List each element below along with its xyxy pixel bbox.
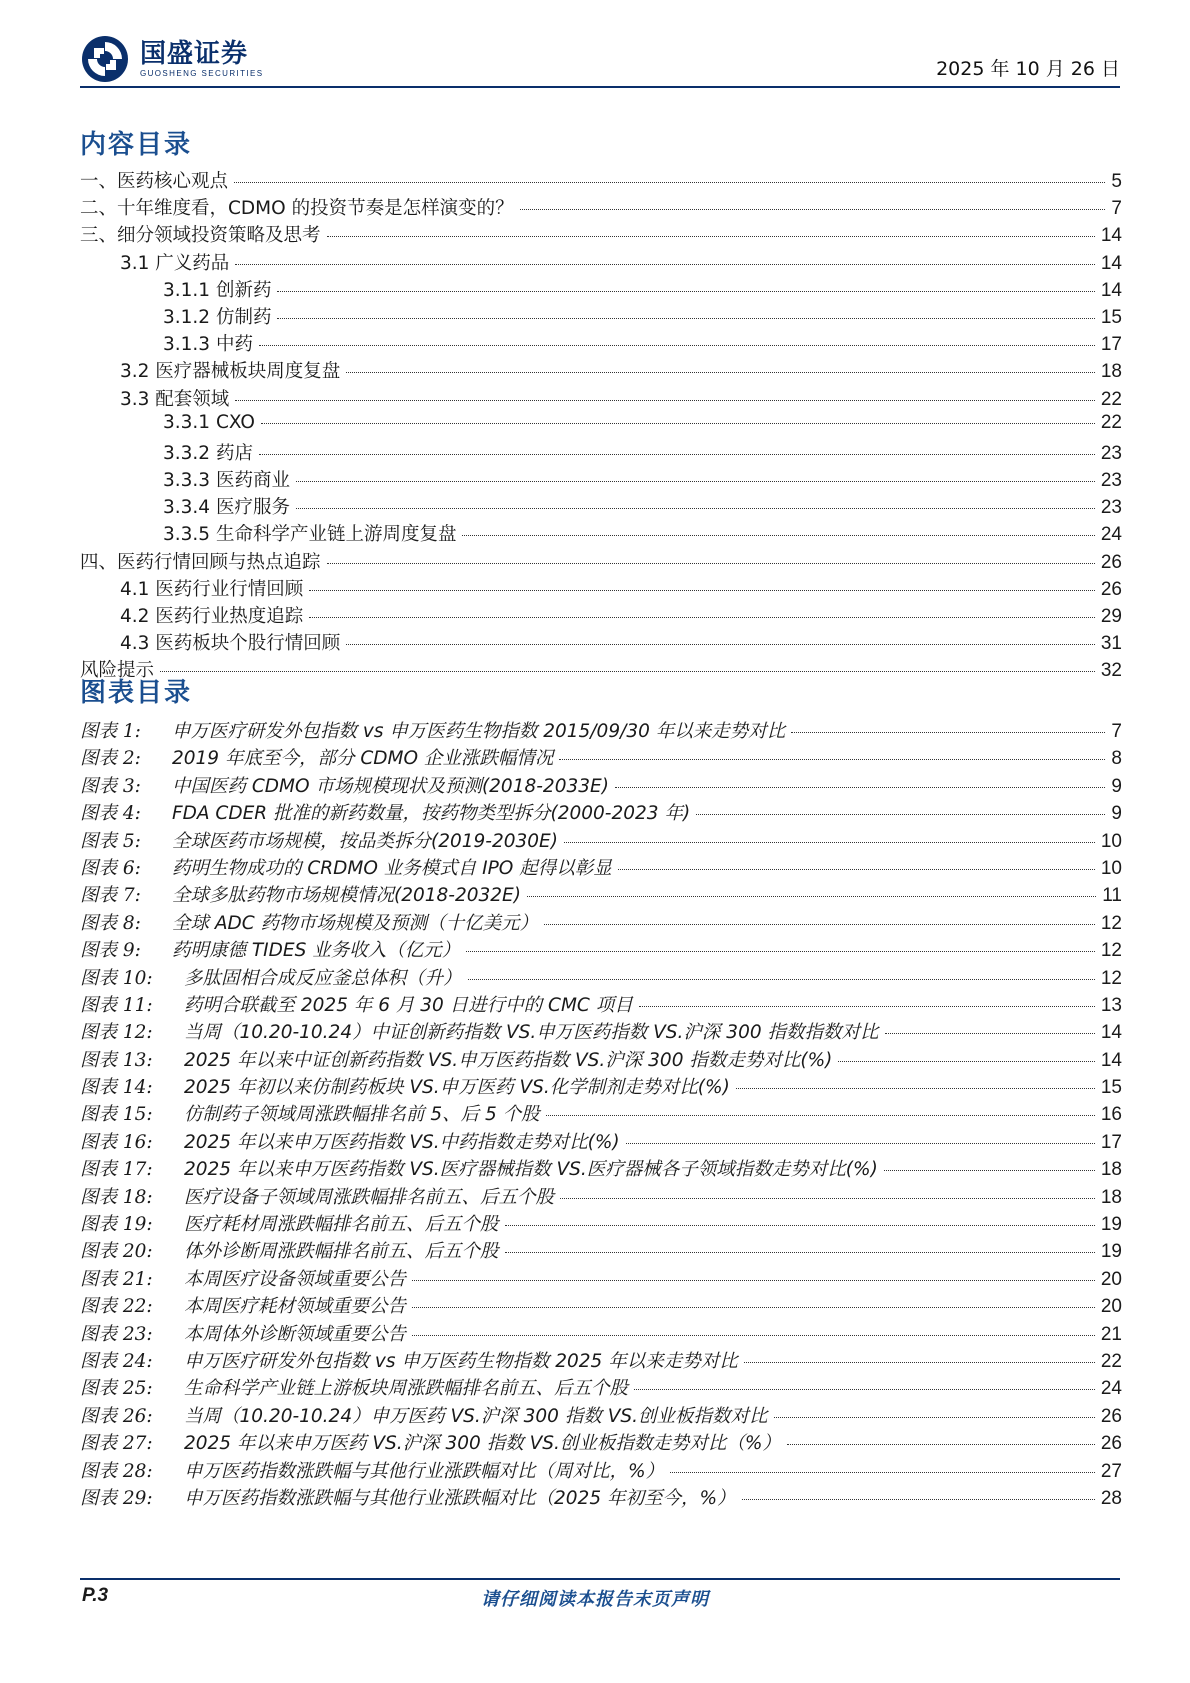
toc-entry-page: 23 (1100, 470, 1122, 492)
figure-entry-page: 10 (1100, 830, 1122, 852)
dot-leader (412, 1335, 1095, 1336)
figure-entry[interactable] (80, 854, 1122, 881)
figure-entry-title: 申万医疗研发外包指数 vs 申万医药生物指数 2015/09/30 年以来走势对比 (172, 721, 786, 742)
toc-entry-title: 二、十年维度看，CDMO 的投资节奏是怎样演变的？ (80, 198, 514, 220)
dot-leader (639, 1006, 1095, 1007)
figure-entry[interactable] (80, 717, 1122, 744)
figure-entry-title: 本周医疗耗材领域重要公告 (184, 1296, 407, 1318)
toc-entry[interactable] (80, 466, 1122, 493)
figure-entry[interactable] (80, 799, 1122, 826)
figure-entry-title: 2025 年以来中证创新药指数 VS.申万医药指数 VS.沪深 300 指数走势对比(%) (184, 1049, 833, 1071)
toc-entry[interactable] (80, 548, 1122, 575)
figure-entry-title: 本周医疗设备领域重要公告 (184, 1268, 407, 1290)
dot-leader (626, 1143, 1095, 1144)
figure-entry-number: 图表 25: (80, 1378, 153, 1400)
figure-entry[interactable] (80, 991, 1122, 1018)
figure-entry-title: FDA CDER 批准的新药数量，按药物类型拆分(2000-2023 年) (172, 803, 691, 825)
figure-entry[interactable] (80, 1018, 1122, 1045)
dot-leader (744, 1362, 1095, 1363)
figure-entry-page: 10 (1100, 857, 1122, 879)
toc-entry-title: 3.1 广义药品 (120, 252, 230, 274)
figure-entry-title: 当周（10.20-10.24）中证创新药指数 VS.申万医药指数 VS.沪深 300 指数指数对比 (184, 1022, 879, 1044)
toc-entry-title: 一、医药核心观点 (80, 171, 229, 192)
figure-entry-page: 18 (1100, 1186, 1122, 1208)
toc-entry-page: 23 (1100, 497, 1122, 519)
toc-entry-title: 3.3.3 医药商业 (163, 470, 290, 492)
toc-entry-page: 14 (1100, 225, 1122, 247)
figure-entry-title: 药明康德 TIDES 业务收入（亿元） (172, 940, 461, 962)
dot-leader (346, 644, 1095, 645)
toc-entry[interactable] (80, 412, 1122, 439)
figure-entry-number: 图表 9: (80, 940, 141, 962)
dot-leader (234, 182, 1105, 183)
toc-entry-title: 3.1.1 创新药 (163, 279, 272, 301)
figure-entry-page: 16 (1100, 1104, 1122, 1126)
figure-entry-page: 9 (1111, 775, 1122, 797)
figure-entry-number: 图表 14: (80, 1077, 153, 1099)
toc-title: 内容目录 (80, 130, 193, 160)
figure-entry-title: 本周体外诊断领域重要公告 (184, 1323, 407, 1345)
dot-leader (277, 318, 1094, 319)
figure-entry-title: 申万医药指数涨跌幅与其他行业涨跌幅对比（2025 年初至今，%） (184, 1487, 736, 1509)
dot-leader (774, 1417, 1095, 1418)
dot-leader (160, 671, 1095, 672)
figure-list (80, 717, 1122, 1511)
toc-entry-page: 24 (1100, 524, 1122, 546)
figure-entry[interactable] (80, 744, 1122, 771)
figure-entry-title: 2025 年以来申万医药指数 VS.医疗器械指数 VS.医疗器械各子领域指数走势对比(%) (184, 1159, 878, 1181)
toc-entry[interactable] (80, 276, 1122, 303)
figure-entry-title: 全球医药市场规模，按品类拆分(2019-2030E) (172, 830, 558, 852)
figure-entry[interactable] (80, 936, 1122, 963)
toc-entry-page: 31 (1100, 633, 1122, 655)
toc-entry-page: 29 (1100, 606, 1122, 627)
figure-entry-number: 图表 11: (80, 994, 153, 1016)
figure-entry-title: 全球 ADC 药物市场规模及预测（十亿美元） (172, 912, 539, 934)
figure-entry[interactable] (80, 1374, 1122, 1401)
dot-leader (327, 236, 1095, 237)
figure-entry-title: 中国医药 CDMO 市场规模现状及预测(2018-2033E) (172, 775, 609, 797)
toc-entry-title: 4.2 医药行业热度追踪 (120, 606, 304, 627)
figure-entry-number: 图表 21: (80, 1268, 153, 1290)
figure-entry-page: 19 (1100, 1241, 1122, 1263)
figure-entry-page: 14 (1100, 1049, 1122, 1071)
dot-leader (527, 896, 1096, 897)
dot-leader (277, 291, 1094, 292)
dot-leader (412, 1307, 1095, 1308)
toc-list (80, 167, 1122, 684)
dot-leader (736, 1088, 1095, 1089)
dot-leader (564, 842, 1095, 843)
figure-entry-number: 图表 27: (80, 1433, 153, 1455)
figure-entry-number: 图表 13: (80, 1049, 153, 1071)
dot-leader (462, 535, 1094, 536)
dot-leader (546, 1115, 1095, 1116)
toc-entry[interactable] (80, 656, 1122, 683)
figure-entry-page: 21 (1100, 1323, 1122, 1345)
figure-entry[interactable] (80, 1484, 1122, 1511)
figure-entry-number: 图表 15: (80, 1104, 153, 1126)
figure-entry-number: 图表 8: (80, 912, 141, 934)
figure-entry-title: 多肽固相合成反应釜总体积（升） (184, 967, 462, 989)
brand-name-en: GUOSHENG SECURITIES (140, 69, 264, 78)
toc-entry-page: 22 (1100, 411, 1122, 433)
figure-entry-page: 12 (1100, 912, 1122, 934)
figure-entry-title: 药明合联截至 2025 年 6 月 30 日进行中的 CMC 项目 (184, 994, 633, 1016)
figure-entry-title: 医疗耗材周涨跌幅排名前五、后五个股 (184, 1214, 499, 1236)
figure-entry[interactable] (80, 1210, 1122, 1237)
dot-leader (670, 1472, 1095, 1473)
dot-leader (615, 787, 1106, 788)
toc-entry-title: 四、医药行情回顾与热点追踪 (80, 551, 321, 573)
figure-entry-number: 图表 5: (80, 830, 141, 852)
toc-entry-page: 14 (1100, 279, 1122, 301)
figure-entry[interactable] (80, 1046, 1122, 1073)
toc-entry-page: 26 (1100, 578, 1122, 600)
toc-entry[interactable] (80, 602, 1122, 629)
toc-entry-title: 3.2 医疗器械板块周度复盘 (120, 361, 341, 383)
dot-leader (327, 563, 1095, 564)
figure-entry-title: 申万医疗研发外包指数 vs 申万医药生物指数 2025 年以来走势对比 (184, 1350, 738, 1372)
figure-entry[interactable] (80, 881, 1122, 908)
dot-leader (791, 732, 1105, 733)
toc-entry-page: 14 (1100, 252, 1122, 274)
figure-list-title: 图表目录 (80, 678, 193, 708)
toc-entry-title: 三、细分领域投资策略及思考 (80, 225, 321, 247)
figure-entry-page: 11 (1102, 885, 1122, 907)
figure-entry-title: 2019 年底至今，部分 CDMO 企业涨跌幅情况 (172, 748, 554, 770)
figure-entry-page: 27 (1100, 1460, 1122, 1482)
figure-entry[interactable] (80, 1183, 1122, 1210)
toc-entry-title: 4.1 医药行业行情回顾 (120, 578, 304, 600)
figure-entry-number: 图表 17: (80, 1159, 153, 1181)
toc-entry-page: 7 (1111, 198, 1122, 220)
figure-entry-page: 14 (1100, 1022, 1122, 1044)
dot-leader (235, 400, 1095, 401)
toc-entry-page: 15 (1100, 306, 1122, 328)
figure-entry-page: 20 (1100, 1268, 1122, 1290)
dot-leader (309, 617, 1095, 618)
dot-leader (885, 1033, 1095, 1034)
dot-leader (520, 209, 1106, 210)
toc-entry-page: 22 (1100, 388, 1122, 410)
figure-entry-number: 图表 12: (80, 1022, 153, 1044)
figure-entry-page: 18 (1100, 1159, 1122, 1181)
figure-entry[interactable] (80, 1265, 1122, 1292)
toc-entry-title: 3.1.2 仿制药 (163, 306, 272, 328)
dot-leader (634, 1389, 1095, 1390)
dot-leader (787, 1444, 1095, 1445)
brand-logo (80, 34, 264, 84)
toc-entry-title: 3.3.5 生命科学产业链上游周度复盘 (163, 524, 457, 546)
figure-entry-number: 图表 18: (80, 1186, 153, 1208)
figure-entry-page: 12 (1100, 967, 1122, 989)
figure-entry[interactable] (80, 1100, 1122, 1127)
toc-entry[interactable] (80, 357, 1122, 384)
figure-entry-title: 2025 年以来申万医药 VS.沪深 300 指数 VS.创业板指数走势对比（%） (184, 1433, 781, 1455)
dot-leader (235, 264, 1095, 265)
dot-leader (696, 814, 1105, 815)
figure-entry-title: 申万医药指数涨跌幅与其他行业涨跌幅对比（周对比，%） (184, 1460, 665, 1482)
footer-divider (80, 1578, 1120, 1580)
toc-entry[interactable] (80, 575, 1122, 602)
toc-entry[interactable] (80, 330, 1122, 357)
figure-entry[interactable] (80, 1457, 1122, 1484)
toc-entry[interactable] (80, 221, 1122, 248)
toc-entry-title: 风险提示 (80, 660, 155, 682)
toc-entry-page: 26 (1100, 551, 1122, 573)
toc-entry-page: 32 (1100, 660, 1122, 682)
figure-entry-number: 图表 1: (80, 721, 141, 742)
figure-entry-number: 图表 7: (80, 885, 141, 907)
page-number: P.3 (82, 1585, 109, 1606)
dot-leader (468, 979, 1095, 980)
toc-entry[interactable] (80, 493, 1122, 520)
dot-leader (505, 1225, 1095, 1226)
figure-entry[interactable] (80, 1429, 1122, 1456)
figure-entry[interactable] (80, 964, 1122, 991)
figure-entry-number: 图表 20: (80, 1241, 153, 1263)
footer-disclaimer: 请仔细阅读本报告末页声明 (481, 1589, 709, 1610)
figure-entry-number: 图表 4: (80, 803, 141, 825)
toc-entry-page: 23 (1100, 442, 1122, 464)
toc-entry-title: 4.3 医药板块个股行情回顾 (120, 633, 341, 655)
figure-entry[interactable] (80, 1128, 1122, 1155)
toc-entry[interactable] (80, 385, 1122, 412)
figure-entry-page: 12 (1100, 940, 1122, 962)
dot-leader (259, 345, 1095, 346)
dot-leader (259, 454, 1095, 455)
page-header (80, 34, 1120, 90)
figure-entry-title: 当周（10.20-10.24）申万医药 VS.沪深 300 指数 VS.创业板指数对比 (184, 1405, 768, 1427)
dot-leader (466, 951, 1095, 952)
figure-entry-number: 图表 28: (80, 1460, 153, 1482)
toc-entry[interactable] (80, 520, 1122, 547)
figure-entry-title: 体外诊断周涨跌幅排名前五、后五个股 (184, 1241, 499, 1263)
toc-entry-page: 17 (1100, 334, 1122, 356)
figure-entry-page: 13 (1100, 994, 1122, 1016)
figure-entry-number: 图表 29: (80, 1487, 153, 1509)
toc-entry[interactable] (80, 303, 1122, 330)
figure-entry-title: 2025 年以来申万医药指数 VS.中药指数走势对比(%) (184, 1131, 620, 1153)
figure-entry-title: 生命科学产业链上游板块周涨跌幅排名前五、后五个股 (184, 1378, 629, 1400)
toc-entry[interactable] (80, 249, 1122, 276)
figure-entry-page: 26 (1100, 1405, 1122, 1427)
toc-entry-title: 3.1.3 中药 (163, 334, 253, 356)
figure-entry-number: 图表 24: (80, 1350, 153, 1372)
figure-entry-title: 2025 年初以来仿制药板块 VS.申万医药 VS.化学制剂走势对比(%) (184, 1077, 730, 1099)
figure-entry-page: 20 (1100, 1296, 1122, 1318)
figure-entry[interactable] (80, 1347, 1122, 1374)
dot-leader (296, 508, 1095, 509)
dot-leader (544, 924, 1095, 925)
dot-leader (559, 759, 1105, 760)
figure-entry-page: 19 (1100, 1214, 1122, 1236)
figure-entry-title: 药明生物成功的 CRDMO 业务模式自 IPO 起得以彰显 (172, 857, 612, 879)
figure-entry-page: 15 (1100, 1077, 1122, 1099)
figure-entry[interactable] (80, 1292, 1122, 1319)
header-divider (80, 86, 1120, 88)
figure-entry-page: 8 (1111, 748, 1122, 770)
dot-leader (742, 1499, 1095, 1500)
figure-entry-page: 28 (1100, 1487, 1122, 1509)
figure-entry-number: 图表 16: (80, 1131, 153, 1153)
figure-entry-page: 24 (1100, 1378, 1122, 1400)
figure-entry[interactable] (80, 1155, 1122, 1182)
figure-entry-number: 图表 23: (80, 1323, 153, 1345)
toc-entry-title: 3.3 配套领域 (120, 388, 230, 410)
toc-entry[interactable] (80, 167, 1122, 194)
dot-leader (505, 1252, 1095, 1253)
figure-entry-number: 图表 19: (80, 1214, 153, 1236)
toc-entry[interactable] (80, 194, 1122, 221)
toc-entry-page: 18 (1100, 361, 1122, 383)
dot-leader (261, 423, 1095, 424)
dot-leader (618, 869, 1095, 870)
guosheng-logo-icon (80, 34, 130, 84)
figure-entry-page: 9 (1111, 803, 1122, 825)
dot-leader (838, 1061, 1094, 1062)
toc-entry[interactable] (80, 629, 1122, 656)
figure-entry-page: 22 (1100, 1350, 1122, 1372)
figure-entry[interactable] (80, 909, 1122, 936)
figure-entry[interactable] (80, 772, 1122, 799)
dot-leader (346, 372, 1095, 373)
dot-leader (296, 481, 1095, 482)
figure-entry-page: 17 (1100, 1131, 1122, 1153)
report-date: 2025 年 10 月 26 日 (936, 58, 1120, 80)
figure-entry[interactable] (80, 1402, 1122, 1429)
toc-entry[interactable] (80, 439, 1122, 466)
dot-leader (560, 1198, 1095, 1199)
dot-leader (412, 1280, 1095, 1281)
figure-entry-page: 7 (1111, 721, 1122, 742)
brand-name-cn: 国盛证券 (140, 39, 249, 69)
figure-entry-number: 图表 10: (80, 967, 153, 989)
figure-entry-number: 图表 2: (80, 748, 141, 770)
figure-entry-number: 图表 6: (80, 857, 141, 879)
figure-entry-title: 全球多肽药物市场规模情况(2018-2032E) (172, 885, 521, 907)
figure-entry[interactable] (80, 1320, 1122, 1347)
figure-entry-title: 仿制药子领域周涨跌幅排名前 5、后 5 个股 (184, 1104, 540, 1126)
figure-entry-page: 26 (1100, 1433, 1122, 1455)
dot-leader (884, 1170, 1095, 1171)
figure-entry-number: 图表 22: (80, 1296, 153, 1318)
figure-entry[interactable] (80, 827, 1122, 854)
figure-entry[interactable] (80, 1073, 1122, 1100)
toc-entry-page: 5 (1111, 171, 1122, 192)
dot-leader (309, 590, 1095, 591)
toc-entry-title: 3.3.2 药店 (163, 442, 253, 464)
figure-entry[interactable] (80, 1237, 1122, 1264)
figure-entry-title: 医疗设备子领域周涨跌幅排名前五、后五个股 (184, 1186, 555, 1208)
toc-entry-title: 3.3.4 医疗服务 (163, 497, 290, 519)
toc-entry-title: 3.3.1 CXO (163, 411, 255, 433)
figure-entry-number: 图表 3: (80, 775, 141, 797)
figure-entry-number: 图表 26: (80, 1405, 153, 1427)
